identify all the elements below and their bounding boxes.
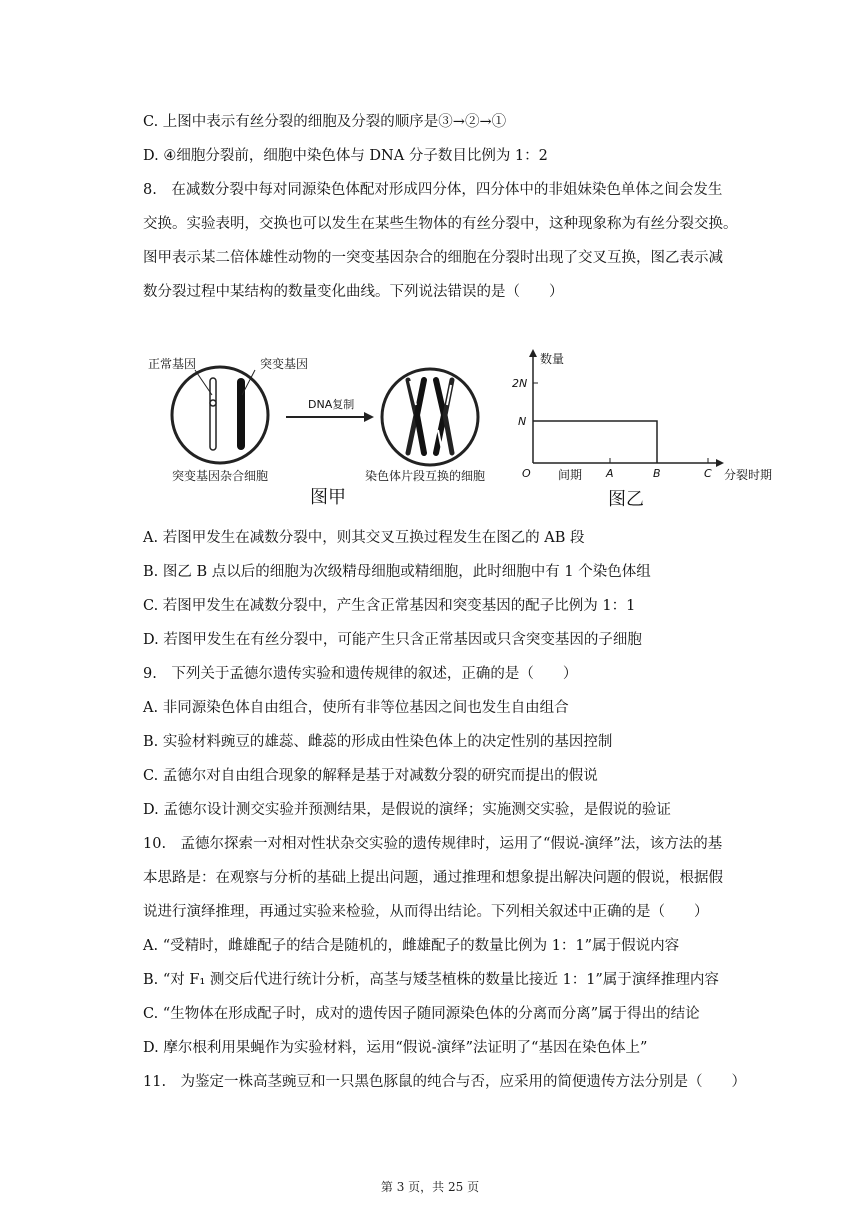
x-label-c: C xyxy=(704,467,712,480)
option-c-q8: C. 若图甲发生在减数分裂中，产生含正常基因和突变基因的配子比例为 1：1 xyxy=(143,598,636,614)
label-mutant-gene: 突变基因 xyxy=(260,357,309,371)
option-d-q9: D. 孟德尔设计测交实验并预测结果，是假说的演绎；实施测交实验，是假说的验证 xyxy=(143,802,671,818)
left-cell-circle xyxy=(172,367,268,463)
origin-label: O xyxy=(522,467,531,480)
label-normal-gene: 正常基因 xyxy=(148,357,197,371)
option-d-q7: D. ④细胞分裂前，细胞中染色体与 DNA 分子数目比例为 1：2 xyxy=(143,148,548,164)
crossed-chromosome-left xyxy=(408,380,424,453)
y-tick-n: N xyxy=(518,415,527,428)
y-axis-label: 数量 xyxy=(540,352,565,366)
x-axis-label: 分裂时期 xyxy=(724,468,773,482)
replication-arrow-head xyxy=(364,412,374,422)
x-label-a: A xyxy=(606,467,614,480)
option-b-q9: B. 实验材料豌豆的雄蕊、雌蕊的形成由性染色体上的决定性别的基因控制 xyxy=(143,734,613,750)
normal-chromosome xyxy=(210,378,216,450)
question-8-line-3: 图甲表示某二倍体雄性动物的一突变基因杂合的细胞在分裂时出现了交叉互换，图乙表示减 xyxy=(143,250,723,266)
count-curve xyxy=(533,421,657,463)
caption-figure-jia: 图甲 xyxy=(310,487,346,508)
label-right-cell: 染色体片段互换的细胞 xyxy=(365,469,486,483)
label-dna-replication: DNA复制 xyxy=(308,398,355,411)
option-a-q10: A. “受精时，雌雄配子的结合是随机的，雌雄配子的数量比例为 1：1”属于假说内容 xyxy=(143,938,680,954)
option-d-q10: D. 摩尔根利用果蝇作为实验材料，运用“假说-演绎”法证明了“基因在染色体上” xyxy=(143,1040,648,1056)
option-b-q8: B. 图乙 B 点以后的细胞为次级精母细胞或精细胞，此时细胞中有 1 个染色体组 xyxy=(143,564,651,580)
figure-yi xyxy=(510,345,790,495)
x-axis-arrow xyxy=(716,459,724,467)
option-c-q10: C. “生物体在形成配子时，成对的遗传因子随同源染色体的分离而分离”属于得出的结论 xyxy=(143,1006,700,1022)
x-label-b: B xyxy=(653,467,661,480)
question-11: 11. 为鉴定一株高茎豌豆和一只黑色豚鼠的纯合与否，应采用的简便遗传方法分别是（ ） xyxy=(143,1074,747,1090)
question-10-line-2: 本思路是：在观察与分析的基础上提出问题，通过推理和想象提出解决问题的假说，根据假 xyxy=(143,870,723,886)
option-c-q9: C. 孟德尔对自由组合现象的解释是基于对减数分裂的研究而提出的假说 xyxy=(143,768,598,784)
caption-figure-yi: 图乙 xyxy=(608,489,644,510)
normal-centromere xyxy=(210,400,216,406)
option-a-q9: A. 非同源染色体自由组合，使所有非等位基因之间也发生自由组合 xyxy=(143,700,569,716)
y-tick-2n: 2N xyxy=(512,377,528,390)
option-c-q7: C. 上图中表示有丝分裂的细胞及分裂的顺序是③→②→① xyxy=(143,114,507,130)
question-8-line-1: 8. 在减数分裂中每对同源染色体配对形成四分体，四分体中的非姐妹染色单体之间会发生 xyxy=(143,182,723,198)
question-9: 9. 下列关于孟德尔遗传实验和遗传规律的叙述，正确的是（ ） xyxy=(143,666,578,682)
label-left-cell: 突变基因杂合细胞 xyxy=(172,469,269,483)
page-footer: 第 3 页，共 25 页 xyxy=(380,1180,480,1194)
option-b-q10: B. “对 F₁ 测交后代进行统计分析，高茎与矮茎植株的数量比接近 1：1”属于演绎推理内容 xyxy=(143,972,719,988)
question-8-line-4: 数分裂过程中某结构的数量变化曲线。下列说法错误的是（ ） xyxy=(143,284,564,300)
crossed-chromosome-right xyxy=(436,380,452,453)
y-axis-arrow xyxy=(529,349,537,357)
option-d-q8: D. 若图甲发生在有丝分裂中，可能产生只含正常基因或只含突变基因的子细胞 xyxy=(143,632,642,648)
option-a-q8: A. 若图甲发生在减数分裂中，则其交叉互换过程发生在图乙的 AB 段 xyxy=(143,530,585,546)
question-10-line-3: 说进行演绎推理，再通过实验来检验，从而得出结论。下列相关叙述中正确的是（ ） xyxy=(143,904,709,920)
x-label-interphase: 间期 xyxy=(558,468,583,482)
right-cell-circle xyxy=(382,369,478,465)
question-8-line-2: 交换。实验表明，交换也可以发生在某些生物体的有丝分裂中，这种现象称为有丝分裂交换。 xyxy=(143,216,738,232)
question-10-line-1: 10. 孟德尔探索一对相对性状杂交实验的遗传规律时，运用了“假说-演绎”法，该方法的基 xyxy=(143,836,723,852)
figure-jia xyxy=(140,345,510,495)
mutant-chromosome xyxy=(237,378,245,450)
